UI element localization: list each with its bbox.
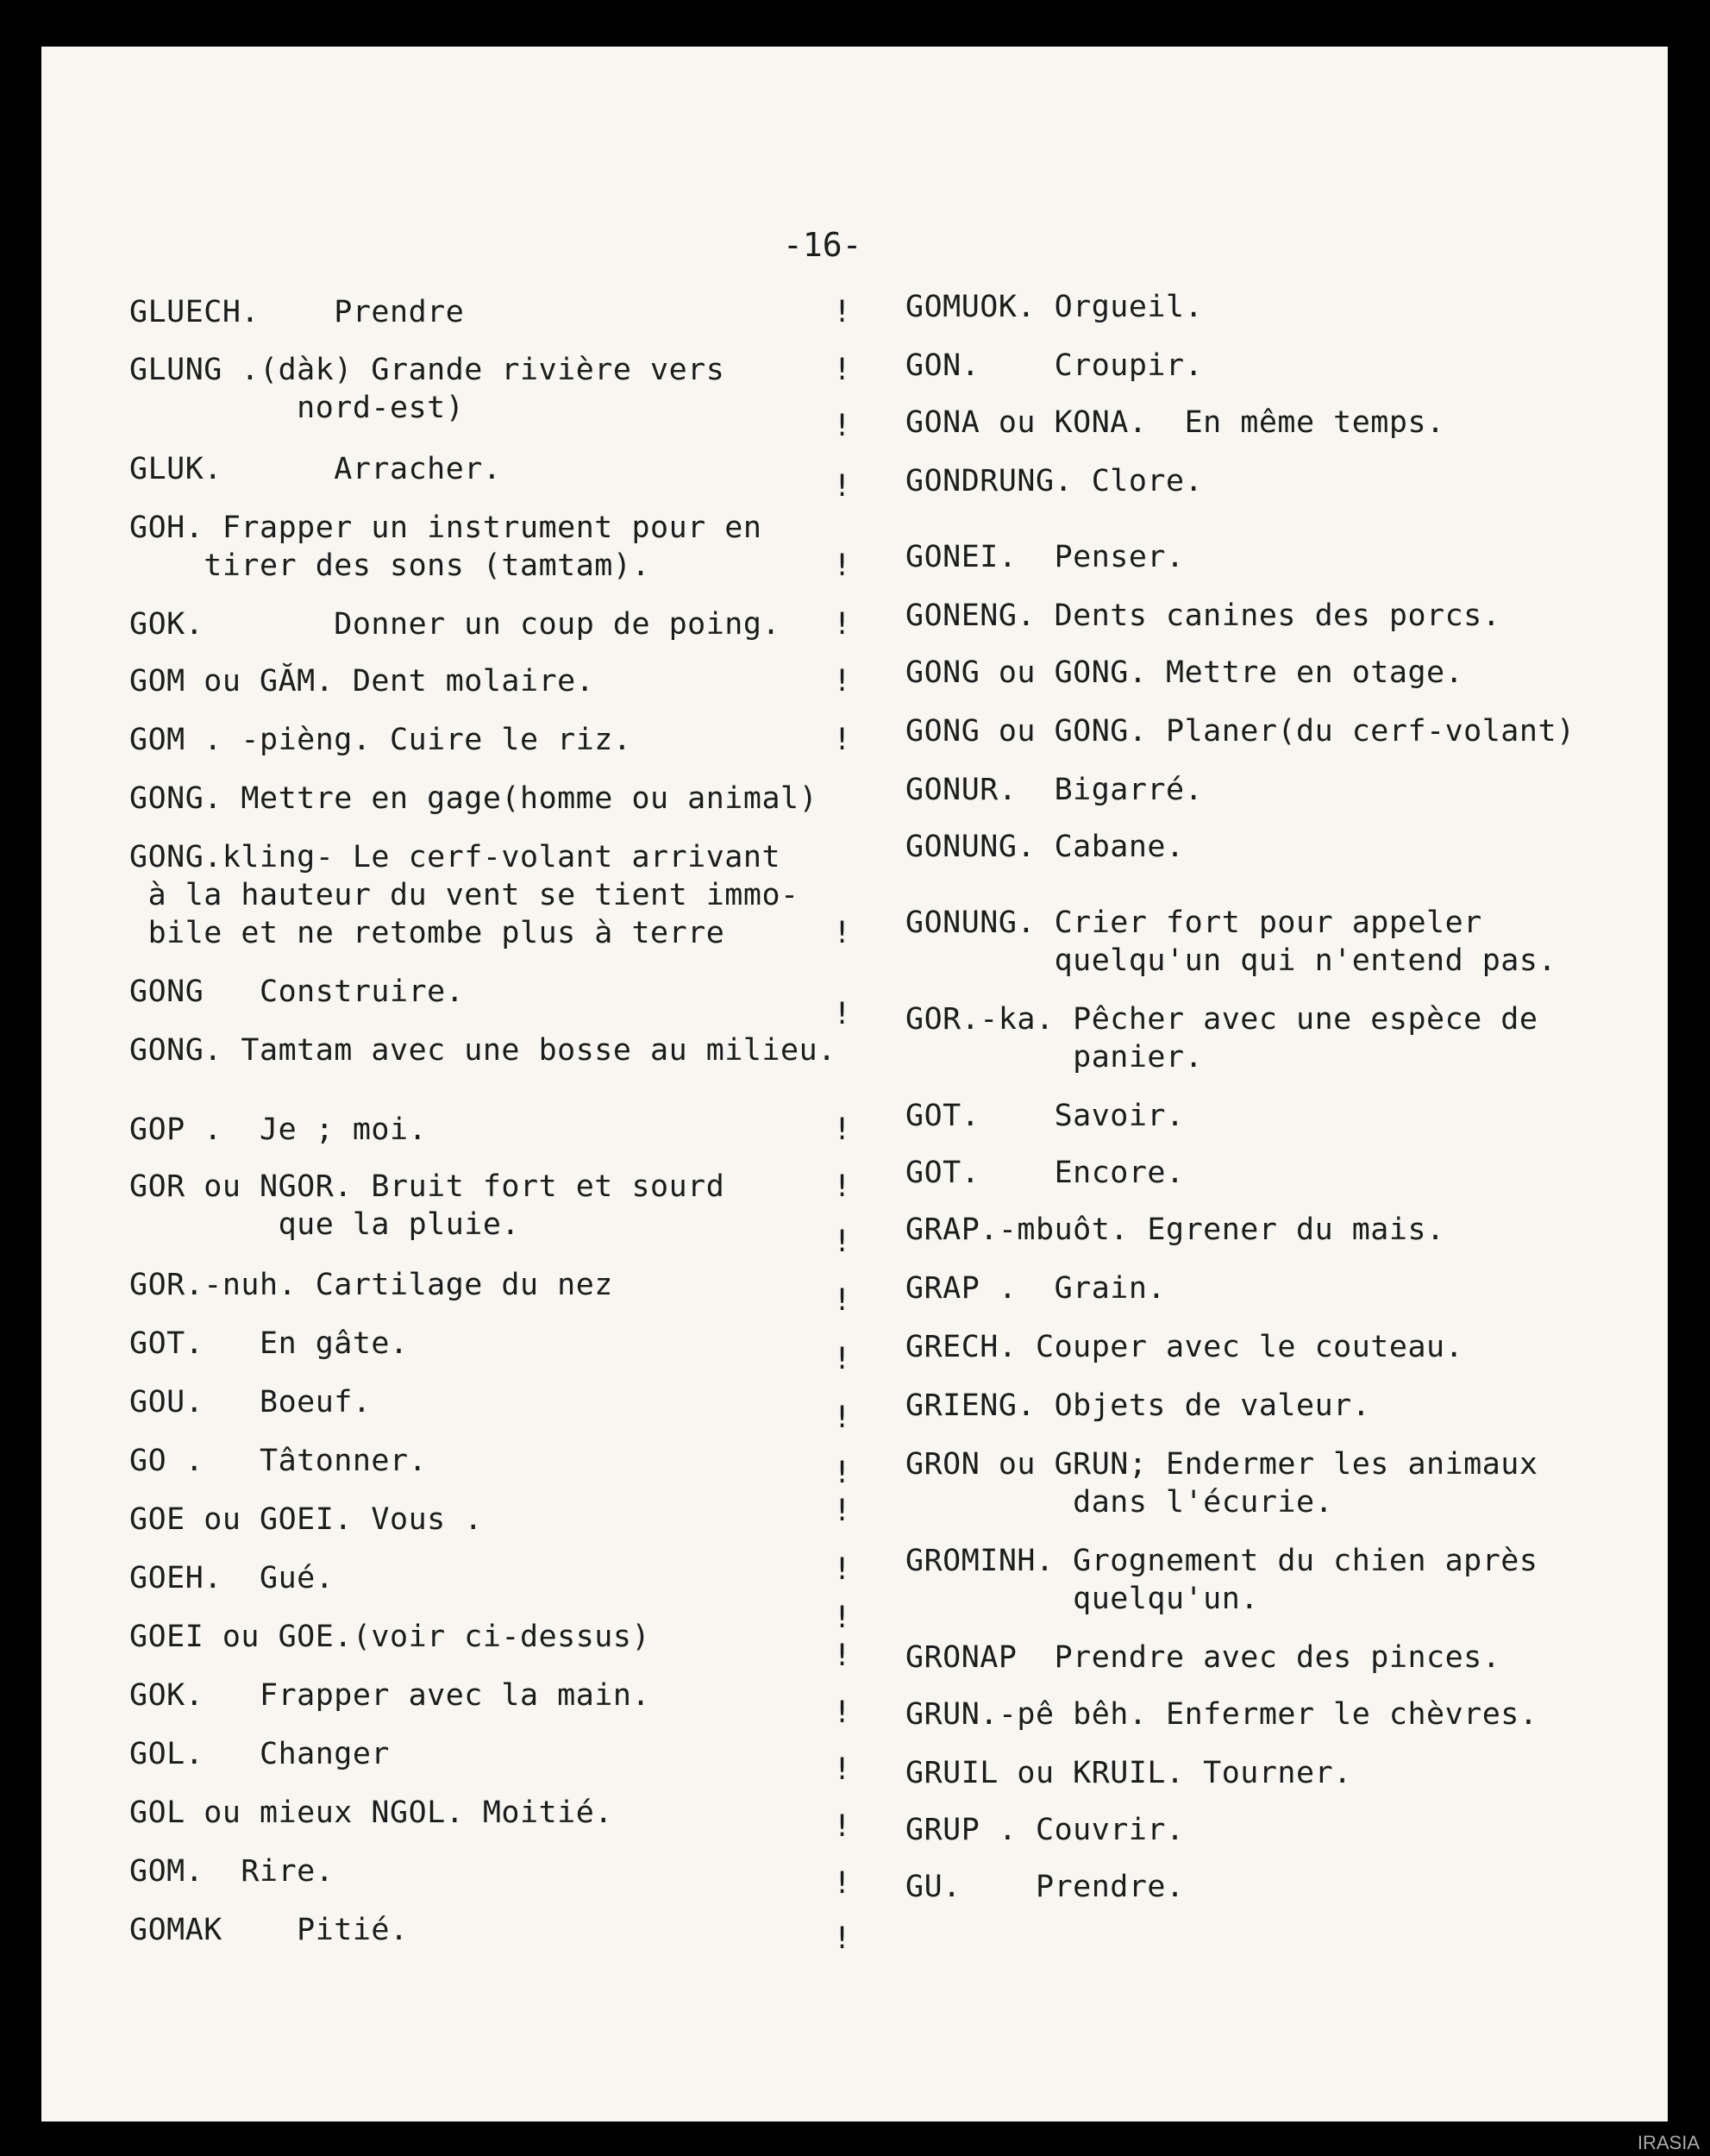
watermark: IRASIA <box>1637 2132 1700 2153</box>
entry-line: GONG Construire. <box>129 975 465 1009</box>
entry-line: quelqu'un qui n'entend pas. <box>905 943 1557 978</box>
entry-line: GOK. Frapper avec la main. <box>129 1678 651 1713</box>
entry-line: nord-est) <box>129 391 465 425</box>
entry-line: GRUIL ou KRUIL. Tourner. <box>905 1756 1352 1790</box>
entry-line: GRECH. Couper avec le couteau. <box>905 1330 1464 1364</box>
entry-line: GROMINH. Grognement du chien après <box>905 1544 1538 1578</box>
entry-line: GOEH. Gué. <box>129 1561 335 1595</box>
entry-line: GRUN.-pê bêh. Enfermer le chèvres. <box>905 1697 1538 1732</box>
entry-line: GOL ou mieux NGOL. Moitié. <box>129 1796 613 1830</box>
entry-line: GONUNG. Crier fort pour appeler <box>905 906 1482 940</box>
entry-line: GOM . -pièng. Cuire le riz. <box>129 723 632 757</box>
entry-line: tirer des sons (tamtam). <box>129 548 651 583</box>
separator-mark: ! <box>833 1494 852 1528</box>
entry-line: GON. Croupir. <box>905 348 1204 383</box>
entry-line: GOR ou NGOR. Bruit fort et sourd <box>129 1169 725 1204</box>
entry-line: GLUK. Arracher. <box>129 452 502 486</box>
entry-line: GRIENG. Objets de valeur. <box>905 1388 1371 1423</box>
entry-line: GONG ou GONG. Mettre en otage. <box>905 655 1464 690</box>
separator-mark: ! <box>833 1401 852 1435</box>
entry-line: à la hauteur du vent se tient immo- <box>129 878 799 912</box>
entry-line: GOR.-nuh. Cartilage du nez <box>129 1268 613 1302</box>
separator-mark: ! <box>833 1225 852 1259</box>
separator-mark: ! <box>833 1283 852 1318</box>
entry-line: GOU. Boeuf. <box>129 1385 372 1420</box>
separator-mark: ! <box>833 1752 852 1787</box>
entry-line: GOM. Rire. <box>129 1854 335 1889</box>
separator-mark: ! <box>833 469 852 504</box>
entry-line: GOL. Changer <box>129 1737 391 1771</box>
entry-line: GOE ou GOEI. Vous . <box>129 1502 483 1537</box>
entry-line: bile et ne retombe plus à terre <box>129 916 725 950</box>
entry-line: GOT. En gâte. <box>129 1326 409 1361</box>
entry-line: GO . Tâtonner. <box>129 1444 428 1478</box>
entry-line: GONG ou GONG. Planer(du cerf-volant) <box>905 714 1575 749</box>
separator-mark: ! <box>833 607 852 642</box>
entry-line: GU. Prendre. <box>905 1870 1185 1904</box>
separator-mark: ! <box>833 1552 852 1587</box>
entry-line: GOK. Donner un coup de poing. <box>129 607 781 642</box>
entry-line: GONUNG. Cabane. <box>905 830 1185 864</box>
separator-mark: ! <box>833 353 852 387</box>
entry-line: GRONAP Prendre avec des pinces. <box>905 1640 1501 1675</box>
entry-line: GOP . Je ; moi. <box>129 1112 428 1147</box>
entry-line: dans l'écurie. <box>905 1485 1334 1520</box>
entry-line: GOH. Frapper un instrument pour en <box>129 511 762 545</box>
entry-line: GONG.kling- Le cerf-volant arrivant <box>129 840 781 874</box>
entry-line: GRAP . Grain. <box>905 1271 1167 1306</box>
entry-line: GONDRUNG. Clore. <box>905 464 1204 498</box>
separator-mark: ! <box>833 1921 852 1956</box>
separator-mark: ! <box>833 1601 852 1635</box>
entry-line: GOMAK Pitié. <box>129 1913 409 1947</box>
separator-mark: ! <box>833 1809 852 1844</box>
entry-line: GONEI. Penser. <box>905 540 1185 574</box>
entry-line: GONUR. Bigarré. <box>905 773 1204 807</box>
separator-mark: ! <box>833 1695 852 1730</box>
separator-mark: ! <box>833 1639 852 1673</box>
entry-line: GOMUOK. Orgueil. <box>905 290 1204 324</box>
entry-line: GOT. Encore. <box>905 1156 1185 1190</box>
separator-mark: ! <box>833 723 852 757</box>
entry-line: GONENG. Dents canines des porcs. <box>905 599 1501 633</box>
entry-line: GONA ou KONA. En même temps. <box>905 405 1445 440</box>
separator-mark: ! <box>833 1112 852 1147</box>
separator-mark: ! <box>833 1169 852 1204</box>
entry-line: panier. <box>905 1040 1204 1075</box>
entry-line: GLUECH. Prendre <box>129 295 465 329</box>
separator-mark: ! <box>833 1866 852 1901</box>
entry-line: GRUP . Couvrir. <box>905 1813 1185 1847</box>
entry-line: GONG. Tamtam avec une bosse au milieu. <box>129 1033 836 1068</box>
entry-line: GRON ou GRUN; Endermer les animaux <box>905 1447 1538 1482</box>
separator-mark: ! <box>833 409 852 443</box>
entry-line: GRAP.-mbuôt. Egrener du mais. <box>905 1213 1445 1247</box>
separator-mark: ! <box>833 664 852 699</box>
separator-mark: ! <box>833 1342 852 1376</box>
entry-line: GOEI ou GOE.(voir ci-dessus) <box>129 1620 651 1654</box>
entry-line: GOT. Savoir. <box>905 1099 1185 1133</box>
entry-line: GOM ou GĂM. Dent molaire. <box>129 664 595 699</box>
separator-mark: ! <box>833 997 852 1031</box>
entry-line: que la pluie. <box>129 1207 521 1242</box>
separator-mark: ! <box>833 916 852 950</box>
entry-line: GLUNG .(dàk) Grande rivière vers <box>129 353 725 387</box>
separator-mark: ! <box>833 548 852 583</box>
document-page <box>41 47 1668 2122</box>
separator-mark: ! <box>833 295 852 329</box>
entry-line: GONG. Mettre en gage(homme ou animal) <box>129 781 818 816</box>
page-number: -16- <box>783 226 862 264</box>
entry-line: quelqu'un. <box>905 1582 1259 1616</box>
entry-line: GOR.-ka. Pêcher avec une espèce de <box>905 1002 1538 1037</box>
separator-mark: ! <box>833 1456 852 1490</box>
